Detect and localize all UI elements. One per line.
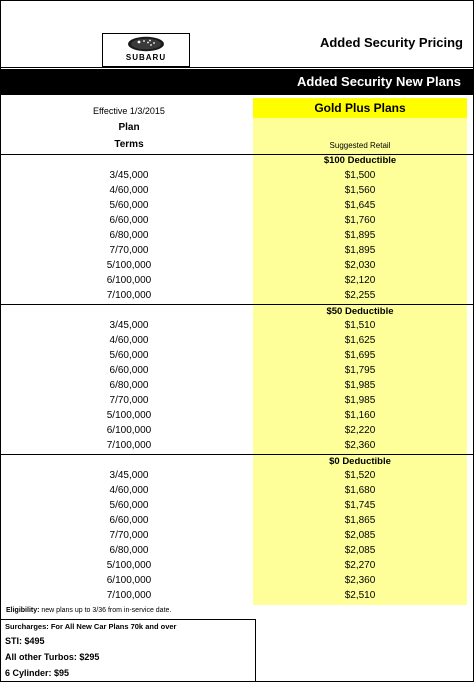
eligibility-note — [6, 607, 468, 614]
table-row — [1, 318, 473, 333]
plan-price: $2,030 — [344, 260, 376, 271]
plan-term: 3/45,000 — [109, 170, 149, 181]
plan-term: 5/60,000 — [109, 350, 149, 361]
plan-term: 5/60,000 — [109, 500, 149, 511]
plan-price: $2,085 — [344, 545, 376, 556]
plan-price: $1,500 — [344, 170, 376, 181]
table-row — [1, 378, 473, 393]
plan-price: $2,220 — [344, 425, 376, 436]
table-row — [1, 243, 473, 258]
plan-term: 6/100,000 — [106, 275, 152, 286]
table-row — [1, 573, 473, 588]
plan-term: 4/60,000 — [109, 335, 149, 346]
subaru-emblem-icon — [127, 36, 165, 52]
plan-price: $1,985 — [344, 395, 376, 406]
plan-price: $2,085 — [344, 530, 376, 541]
plan-term: 6/60,000 — [109, 515, 149, 526]
table-row — [1, 168, 473, 183]
plan-term: 7/100,000 — [106, 590, 152, 601]
suggested-retail-label: Suggested Retail — [329, 141, 391, 150]
plan-term: 5/100,000 — [106, 410, 152, 421]
surcharge-6-cylinder: 6 Cylinder: $95 — [5, 668, 70, 678]
plan-price: $1,645 — [344, 200, 376, 211]
title-band — [1, 69, 473, 95]
surcharges-title: Surcharges: For All New Car Plans 70k and over — [5, 622, 177, 631]
gold-plus-header: Gold Plus Plans — [253, 98, 467, 118]
deductible-heading: $100 Deductible — [323, 155, 397, 166]
eligibility-text: new plans up to 3/36 from in-service date. — [39, 607, 172, 614]
plan-price: $1,760 — [344, 215, 376, 226]
plan-term: 6/100,000 — [106, 425, 152, 436]
plan-price: $1,695 — [344, 350, 376, 361]
table-row — [1, 543, 473, 558]
table-row — [1, 198, 473, 213]
plan-price: $1,795 — [344, 365, 376, 376]
plan-term: 7/100,000 — [106, 290, 152, 301]
plan-price: $2,360 — [344, 440, 376, 451]
surcharges-box — [1, 619, 256, 682]
table-row — [1, 588, 473, 603]
deductible-heading: $50 Deductible — [326, 306, 394, 317]
plan-price: $1,895 — [344, 230, 376, 241]
plan-term: 6/80,000 — [109, 545, 149, 556]
plan-price: $1,985 — [344, 380, 376, 391]
plan-term: 4/60,000 — [109, 485, 149, 496]
surcharge-sti: STI: $495 — [5, 636, 45, 646]
table-row — [1, 483, 473, 498]
plan-price: $1,160 — [344, 410, 376, 421]
plan-term: 5/100,000 — [106, 260, 152, 271]
plan-price: $2,255 — [344, 290, 376, 301]
section-divider — [1, 304, 473, 305]
table-row — [1, 468, 473, 483]
plan-term: 6/100,000 — [106, 575, 152, 586]
logo-text: SUBARU — [125, 53, 167, 62]
plan-label: Plan — [118, 122, 140, 133]
plan-price: $1,745 — [344, 500, 376, 511]
plan-price: $2,270 — [344, 560, 376, 571]
deductible-heading: $0 Deductible — [329, 456, 391, 467]
plan-term: 4/60,000 — [109, 185, 149, 196]
table-row — [1, 423, 473, 438]
plan-term: 6/80,000 — [109, 230, 149, 241]
plan-term: 5/60,000 — [109, 200, 149, 211]
table-row — [1, 333, 473, 348]
plan-price: $1,560 — [344, 185, 376, 196]
subaru-logo — [102, 33, 190, 67]
plan-price: $1,510 — [344, 320, 376, 331]
plan-term: 3/45,000 — [109, 320, 149, 331]
band-title: Added Security New Plans — [297, 74, 461, 89]
eligibility-label: Eligibility: — [6, 607, 40, 614]
plan-term: 7/70,000 — [109, 395, 149, 406]
table-row — [1, 438, 473, 453]
table-row — [1, 363, 473, 378]
effective-date: Effective 1/3/2015 — [93, 106, 165, 116]
table-row — [1, 213, 473, 228]
table-row — [1, 498, 473, 513]
plan-term: 6/80,000 — [109, 380, 149, 391]
plan-price: $2,120 — [344, 275, 376, 286]
plan-term: 5/100,000 — [106, 560, 152, 571]
plan-price: $2,510 — [344, 590, 376, 601]
plan-term: 3/45,000 — [109, 470, 149, 481]
table-row — [1, 228, 473, 243]
header — [1, 1, 473, 68]
plan-price: $2,360 — [344, 575, 376, 586]
table-row — [1, 558, 473, 573]
table-row — [1, 288, 473, 303]
plan-price: $1,680 — [344, 485, 376, 496]
plan-term: 7/70,000 — [109, 245, 149, 256]
plan-term: 6/60,000 — [109, 365, 149, 376]
table-row — [1, 528, 473, 543]
plan-price: $1,865 — [344, 515, 376, 526]
section-divider — [1, 454, 473, 455]
plan-price: $1,520 — [344, 470, 376, 481]
table-row — [1, 408, 473, 423]
table-row — [1, 258, 473, 273]
table-row — [1, 183, 473, 198]
page-title: Added Security Pricing — [319, 35, 463, 50]
table-row — [1, 513, 473, 528]
plan-term: 7/100,000 — [106, 440, 152, 451]
surcharge-turbo: All other Turbos: $295 — [5, 652, 100, 662]
plan-term: 7/70,000 — [109, 530, 149, 541]
plan-price: $1,625 — [344, 335, 376, 346]
table-row — [1, 348, 473, 363]
terms-label: Terms — [114, 139, 144, 150]
plan-price: $1,895 — [344, 245, 376, 256]
table-row — [1, 393, 473, 408]
plan-term: 6/60,000 — [109, 215, 149, 226]
table-row — [1, 273, 473, 288]
